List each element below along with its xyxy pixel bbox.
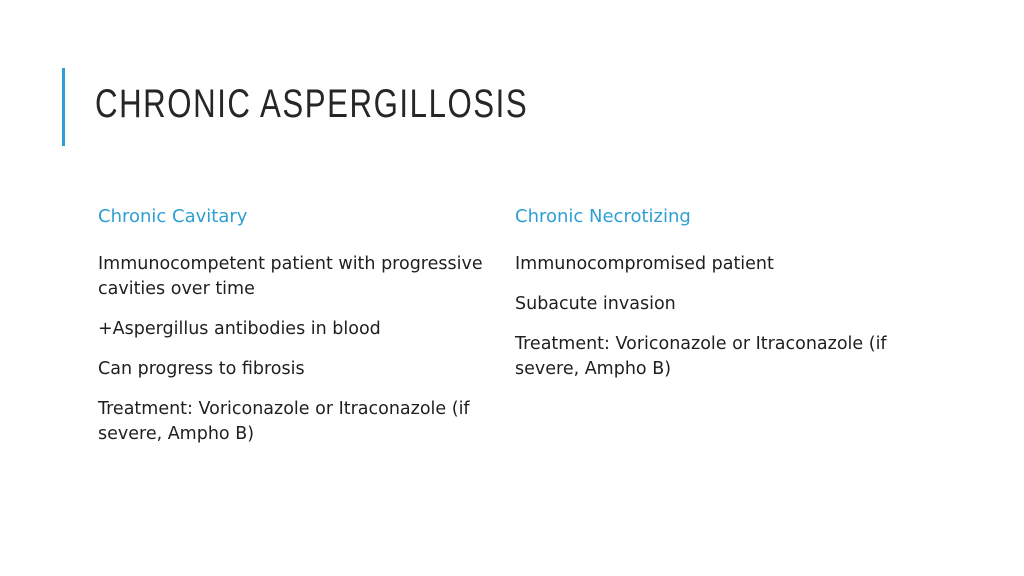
column-heading: Chronic Necrotizing bbox=[515, 206, 691, 227]
title-accent-bar bbox=[62, 68, 65, 146]
slide-title: CHRONIC ASPERGILLOSIS bbox=[95, 82, 529, 126]
bullet-list bbox=[98, 252, 488, 447]
bullet-item: Immunocompromised patient bbox=[515, 254, 774, 274]
column-chronic-necrotizing bbox=[515, 205, 905, 397]
bullet-list bbox=[515, 252, 905, 382]
bullet-item: Treatment: Voriconazole or Itraconazole (if severe, Ampho B) bbox=[98, 399, 470, 444]
column-chronic-cavitary bbox=[98, 205, 488, 462]
bullet-item: Treatment: Voriconazole or Itraconazole (if severe, Ampho B) bbox=[515, 334, 887, 379]
bullet-item: +Aspergillus antibodies in blood bbox=[98, 319, 381, 339]
column-heading: Chronic Cavitary bbox=[98, 206, 248, 227]
bullet-item: Can progress to fibrosis bbox=[98, 359, 305, 379]
bullet-item: Immunocompetent patient with progressive cavities over time bbox=[98, 254, 483, 299]
bullet-item: Subacute invasion bbox=[515, 294, 676, 314]
